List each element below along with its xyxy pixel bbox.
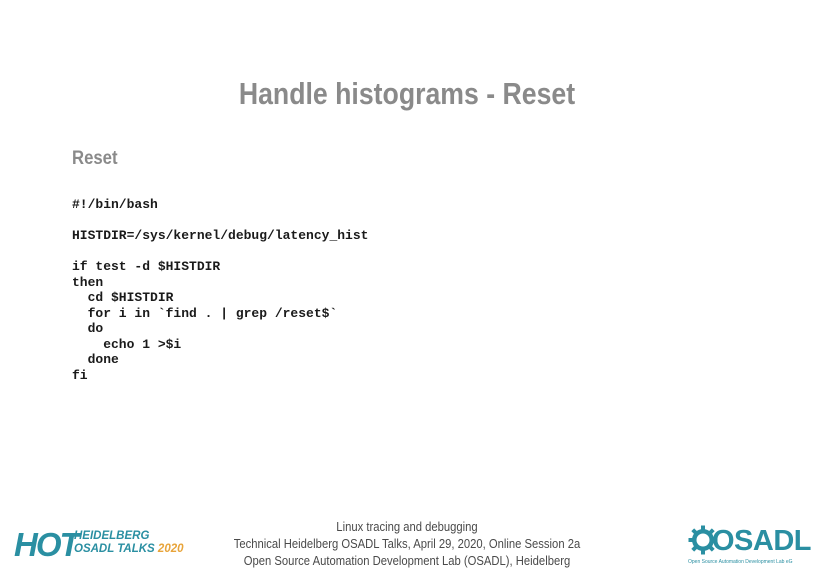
section-heading: Reset	[72, 148, 118, 169]
code-line: do	[72, 321, 104, 336]
code-line: if test -d $HISTDIR	[72, 259, 221, 274]
osadl-tagline: Open Source Automation Development Lab eG	[688, 559, 793, 565]
code-line: cd $HISTDIR	[72, 290, 174, 305]
code-line	[72, 213, 368, 229]
hot-logo-line2: OSADL TALKS	[74, 543, 155, 555]
code-line: HISTDIR=/sys/kernel/debug/latency_hist	[72, 228, 369, 243]
code-line: fi	[72, 367, 88, 383]
code-line: done	[72, 352, 119, 367]
slide-title: Handle histograms - Reset	[238, 76, 576, 111]
code-block	[72, 197, 368, 383]
hot-logo-year: 2020	[157, 543, 184, 555]
code-line: then	[72, 274, 104, 290]
footer-line2: Technical Heidelberg OSADL Talks, April 29, 2020, Online Session 2a	[233, 537, 581, 551]
code-line: for i in `find . | grep /reset$`	[72, 305, 338, 321]
hot-logo-letters: HOT	[14, 526, 78, 563]
code-line	[72, 244, 368, 260]
osadl-wordmark: OSADL	[712, 525, 811, 557]
code-line: echo 1 >$i	[72, 336, 182, 352]
footer-line3: Open Source Automation Development Lab (OSADL), Heidelberg	[243, 554, 571, 568]
hot-logo-line1: HEIDELBERG	[74, 530, 150, 542]
footer-line1: Linux tracing and debugging	[336, 520, 478, 534]
code-line: #!/bin/bash	[72, 197, 158, 212]
osadl-logo	[688, 521, 811, 571]
